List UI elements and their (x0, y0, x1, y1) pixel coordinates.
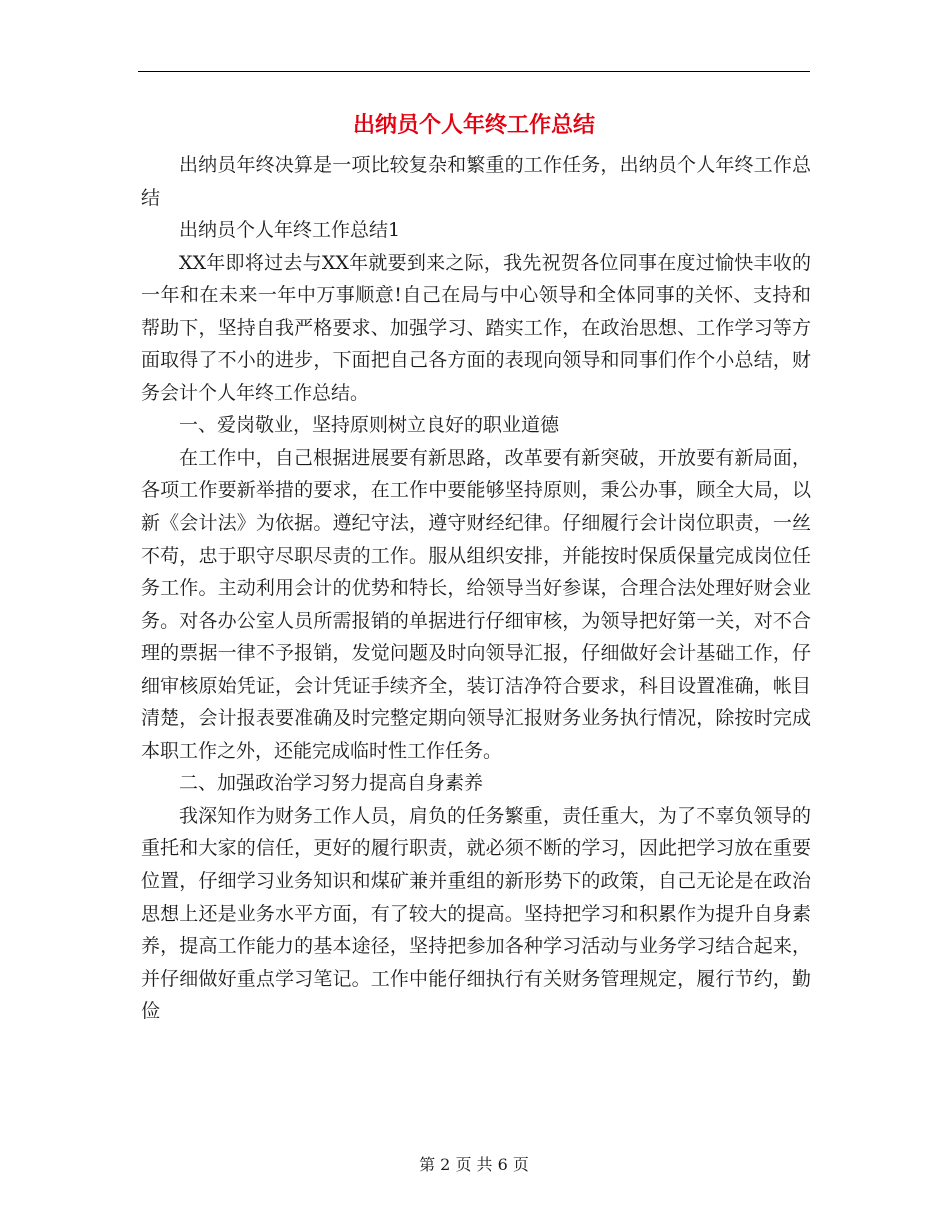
page-number: 第 2 页 共 6 页 (419, 1155, 529, 1174)
paragraph-intro: 出纳员年终决算是一项比较复杂和繁重的工作任务，出纳员个人年终工作总结 (141, 154, 811, 209)
paragraph-section-2: 我深知作为财务工作人员，肩负的任务繁重，责任重大，为了不辜负领导的重托和大家的信任，更好的履行职责，就必须不断的学习，因此把学习放在重要位置，仔细学习业务知识和煤矿兼并重组的新形势下的政策，自己无论是在政治思想上还是业务水平方面，有了较大的提高。坚持把学习和积累作为提升自身素养，提高工作能力的基本途径，坚持把参加各种学习活动与业务学习结合起来，并仔细做好重点学习笔记。工作中能仔细执行有关财务管理规定，履行节约，勤俭 (141, 804, 811, 1023)
section-heading-2: 二、加强政治学习努力提高自身素养 (179, 772, 484, 795)
paragraph-opening: XX年即将过去与XX年就要到来之际，我先祝贺各位同事在度过愉快丰收的一年和在未来一年中万事顺意!自己在局与中心领导和全体同事的关怀、支持和帮助下，坚持自我严格要求、加强学习、踏实工作，在政治思想、工作学习等方面取得了不小的进步，下面把自己各方面的表现向领导和同事们作个小总结，财务会计个人年终工作总结。 (141, 251, 811, 404)
paragraph-section-1: 在工作中，自己根据进展要有新思路，改革要有新突破，开放要有新局面，各项工作要新举措的要求，在工作中要能够坚持原则，秉公办事，顾全大局，以新《会计法》为依据。遵纪守法，遵守财经纪律。仔细履行会计岗位职责，一丝不苟，忠于职守尽职尽责的工作。服从组织安排，并能按时保质保量完成岗位任务工作。主动利用会计的优势和特长，给领导当好参谋，合理合法处理好财会业务。对各办公室人员所需报销的单据进行仔细审核，为领导把好第一关，对不合理的票据一律不予报销，发觉问题及时向领导汇报，仔细做好会计基础工作，仔细审核原始凭证，会计凭证手续齐全，装订洁净符合要求，科目设置准确，帐目清楚，会计报表要准确及时完整定期向领导汇报财务业务执行情况，除按时完成本职工作之外，还能完成临时性工作任务。 (141, 446, 811, 762)
header-rule (138, 71, 810, 72)
paragraph-subtitle: 出纳员个人年终工作总结1 (179, 219, 401, 242)
document-title: 出纳员个人年终工作总结 (352, 112, 595, 138)
section-heading-1: 一、爱岗敬业，坚持原则树立良好的职业道德 (179, 414, 560, 437)
document-body (141, 149, 811, 1028)
